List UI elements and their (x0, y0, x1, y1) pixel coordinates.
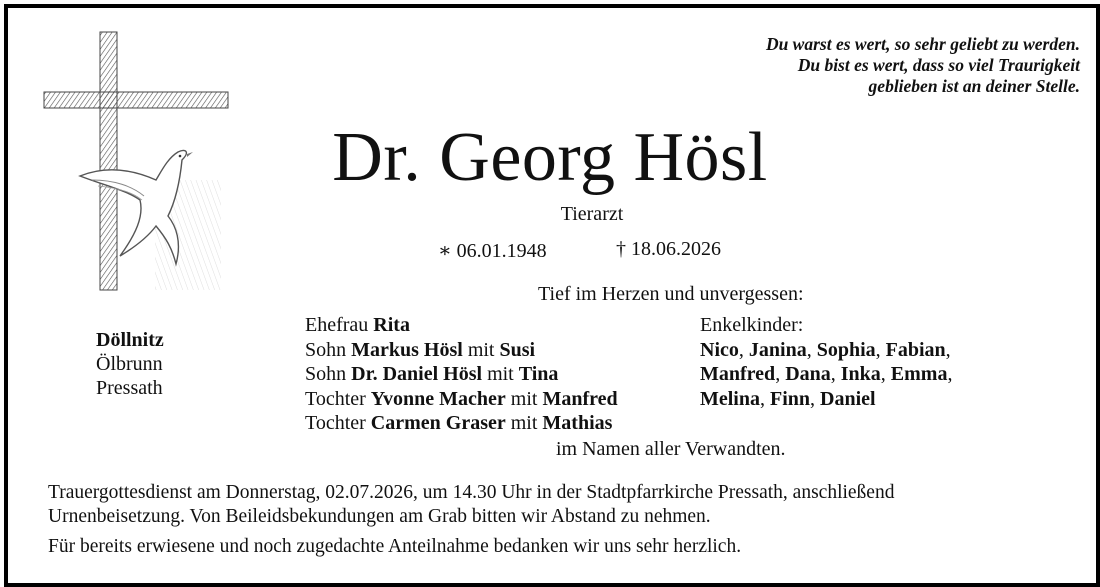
family-row (305, 387, 618, 412)
death-symbol: † (616, 238, 626, 260)
grandchild-name: Emma (890, 363, 948, 385)
quote (766, 34, 1080, 97)
person-name: Markus Hösl (351, 338, 463, 361)
partner-name: Tina (518, 363, 559, 385)
service-line: Urnenbeisetzung. Von Beileidsbekundungen am Grab bitten wir Abstand zu nehmen. (48, 506, 711, 527)
service-info (48, 481, 894, 529)
quote-line: Du bist es wert, dass so viel Traurigkeit (797, 55, 1080, 75)
grandchild-name: Inka (840, 363, 881, 385)
relation: Ehefrau (305, 314, 369, 336)
family-list (305, 313, 618, 436)
profession: Tierarzt (560, 203, 624, 225)
grandchildren-label: Enkelkinder: (700, 314, 804, 336)
partner-name: Susi (499, 338, 536, 361)
service-line: Trauergottesdienst am Donnerstag, 02.07.2026, um 14.30 Uhr in der Stadtpfarrkirche Pressath, anschließend (48, 482, 895, 503)
with-word: mit (510, 412, 538, 434)
place: Pressath (96, 377, 163, 399)
with-word: mit (487, 363, 514, 385)
with-word: mit (510, 387, 538, 410)
places (96, 328, 164, 400)
place: Döllnitz (96, 329, 164, 351)
family-row (305, 411, 618, 436)
relation: Tochter (305, 412, 366, 434)
family-row (305, 313, 618, 338)
grandchild-name: Sophia (816, 338, 876, 361)
partner-name: Manfred (542, 387, 618, 410)
relation: Sohn (305, 338, 347, 361)
grandchild-name: Fabian (885, 338, 946, 361)
birth-date-value: 06.01.1948 (456, 240, 547, 262)
grandchild-name: Daniel (820, 387, 876, 410)
quote-line: geblieben ist an deiner Stelle. (868, 76, 1080, 96)
family-row (305, 362, 618, 387)
grandchildren (700, 313, 952, 411)
person-name: Dr. Daniel Hösl (351, 363, 483, 385)
grandchild-name: Manfred (700, 363, 776, 385)
birth-symbol: ∗ (438, 240, 452, 262)
death-date-value: 18.06.2026 (631, 238, 721, 260)
partner-name: Mathias (542, 412, 613, 434)
quote-line: Du warst es wert, so sehr geliebt zu werden. (765, 34, 1080, 54)
intro-text: Tief im Herzen und unvergessen: (538, 283, 804, 305)
relation: Tochter (305, 387, 366, 410)
grandchild-name: Melina (700, 387, 760, 410)
person-name: Yvonne Macher (370, 387, 506, 410)
grandchild-name: Nico (700, 338, 739, 361)
grandchild-name: Janina (748, 338, 807, 361)
person-name: Rita (373, 314, 410, 336)
relation: Sohn (305, 363, 347, 385)
deceased-name: Dr. Georg Hösl (332, 119, 768, 196)
person-name: Carmen Graser (370, 412, 506, 434)
with-word: mit (467, 338, 495, 361)
birth-date (438, 238, 547, 263)
thanks-text: Für bereits erwiesene und noch zugedachte Anteilnahme bedanken wir uns sehr herzlich. (48, 536, 742, 557)
grandchildren-row: Melina, Finn, Daniel (700, 387, 876, 410)
place: Ölbrunn (96, 353, 163, 375)
on-behalf-text: im Namen aller Verwandten. (556, 438, 786, 460)
family-row (305, 338, 618, 363)
grandchild-name: Finn (770, 387, 811, 410)
grandchildren-row: Nico, Janina, Sophia, Fabian, (700, 338, 951, 361)
grandchildren-row: Manfred, Dana, Inka, Emma, (700, 363, 953, 385)
death-date (616, 238, 721, 261)
grandchild-name: Dana (785, 363, 831, 385)
